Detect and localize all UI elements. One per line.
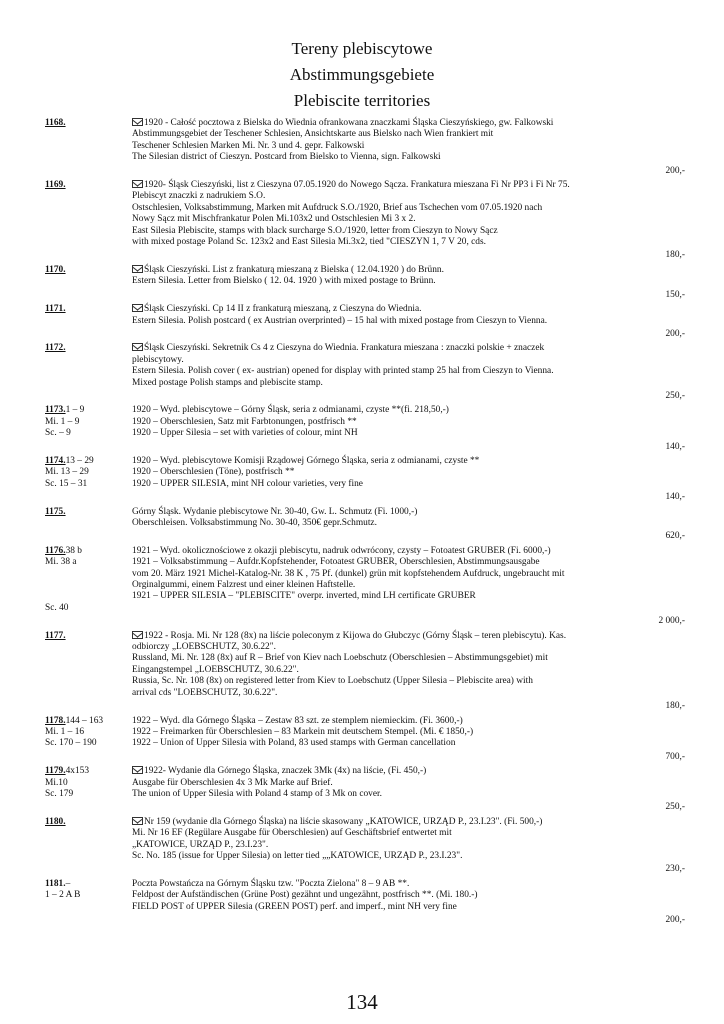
description-line: 1921 – Wyd. okolicznościowe z okazji plebiscytu, nadruk odwrócony, czysty – Fotoatest GRUBER (Fi. 6000,-) bbox=[132, 545, 551, 556]
lot-catalog-number: 38 b bbox=[65, 545, 82, 556]
lot-entry bbox=[45, 180, 685, 262]
lot-entry bbox=[45, 879, 685, 927]
lot-description bbox=[132, 507, 685, 530]
lot-catalog-ref: Sc. 15 – 31 bbox=[45, 478, 88, 489]
lot-price: 140,- bbox=[665, 492, 685, 503]
lot-description bbox=[132, 879, 685, 913]
lot-catalog-number: 4x153 bbox=[65, 766, 90, 777]
lot-catalog-refs bbox=[45, 631, 132, 699]
description-line: arrival cds "LOEBSCHUTZ, 30.6.22". bbox=[132, 687, 278, 698]
lot-description bbox=[132, 766, 685, 800]
lot-catalog-refs bbox=[45, 766, 132, 800]
title-english: Plebiscite territories bbox=[293, 91, 431, 110]
lot-catalog-ref bbox=[45, 569, 132, 580]
lot-number: 1178. bbox=[45, 715, 66, 726]
lot-price: 200,- bbox=[665, 328, 685, 339]
envelope-icon bbox=[132, 631, 143, 639]
lot-number: 1173. bbox=[45, 405, 66, 416]
description-line: Plebiscyt znaczki z nadrukiem S.O. bbox=[132, 191, 266, 202]
lot-number: 1174. bbox=[45, 455, 66, 466]
lot-entry bbox=[45, 405, 685, 453]
title-german: Abstimmungsgebiete bbox=[289, 65, 435, 84]
lot-list bbox=[45, 118, 685, 929]
lot-number: 1171. bbox=[45, 304, 66, 315]
lot-entry bbox=[45, 716, 685, 764]
lot-catalog-refs bbox=[45, 343, 132, 389]
lot-description bbox=[132, 817, 685, 863]
lot-description bbox=[132, 546, 685, 614]
description-line: Russland, Mi. Nr. 128 (8x) auf R – Brief von Kiev nach Loebschutz (Oberschlesien – Abstimmungsgebiet) mit bbox=[132, 653, 548, 664]
description-line: 1920 – Wyd. plebiscytowe – Górny Śląsk, seria z odmianami, czyste **(fi. 218,50,-) bbox=[132, 405, 449, 416]
description-line: 1920 – Oberschlesien, Satz mit Farbtonungen, postfrisch ** bbox=[132, 416, 357, 427]
description-line: 1922 – Union of Upper Silesia with Poland, 83 used stamps with German cancellation bbox=[132, 738, 456, 749]
lot-price: 200,- bbox=[665, 915, 685, 925]
description-line: Śląsk Cieszyński. Sekretnik Cs 4 z Cieszyna do Wiednia. Frankatura mieszana : znaczki polskie + znaczek bbox=[132, 343, 685, 354]
description-line: Eingangstempel „LOEBSCHUTZ, 30.6.22". bbox=[132, 664, 299, 675]
lot-entry bbox=[45, 265, 685, 301]
description-line: Estern Silesia. Polish cover ( ex- austrian) opened for display with printed stamp 25 hal from Cieszyn to Vienna. bbox=[132, 366, 554, 377]
lot-number: 1177. bbox=[45, 630, 66, 641]
description-line: East Silesia Plebiscite, stamps with black surcharge S.O./1920, letter from Cieszyn to Nowy Sącz bbox=[132, 225, 498, 236]
lot-description bbox=[132, 631, 685, 699]
lot-price: 250,- bbox=[665, 390, 685, 401]
description-line: with mixed postage Poland Sc. 123x2 and East Silesia Mi.3x2, tied "CIESZYN 1, 7 V 20, cds. bbox=[132, 237, 486, 248]
lot-catalog-ref: Mi.10 bbox=[45, 777, 68, 788]
description-line: Poczta Powstańcza na Górnym Śląsku tzw. "Poczta Zielona" 8 – 9 AB **. bbox=[132, 878, 410, 889]
description-line: Teschener Schlesien Marken Mi. Nr. 3 und 4. gepr. Falkowski bbox=[132, 140, 365, 151]
lot-price: 200,- bbox=[665, 165, 685, 176]
lot-description bbox=[132, 304, 685, 327]
lot-price: 230,- bbox=[665, 864, 685, 875]
description-line: Śląsk Cieszyński. List z frankaturą mieszaną z Bielska ( 12.04.1920 ) do Brünn. bbox=[132, 265, 685, 276]
description-line: 1922 - Rosja. Mi. Nr 128 (8x) na liście poleconym z Kijowa do Głubczyc (Górny Śląsk – teren plebiscytu). Kas. bbox=[132, 631, 685, 642]
lot-catalog-number: 13 – 29 bbox=[65, 455, 94, 466]
lot-entry bbox=[45, 343, 685, 402]
description-line: Ostschlesien, Volksabstimmung, Marken mit Aufdruck S.O./1920, Brief aus Tschechen vom 07.05.1920 nach bbox=[132, 202, 543, 213]
lot-catalog-refs bbox=[45, 118, 132, 164]
description-line: „KATOWICE, URZĄD P., 23.I.23". bbox=[132, 839, 269, 850]
lot-description bbox=[132, 405, 685, 439]
lot-catalog-ref: Sc. 40 bbox=[45, 602, 69, 613]
description-line: 1920 - Całość pocztowa z Bielska do Wiednia ofrankowana znaczkami Śląska Cieszyńskiego, gw. Falkowski bbox=[132, 118, 685, 129]
lot-catalog-ref: Mi. 1 – 16 bbox=[45, 726, 85, 737]
lot-price: 250,- bbox=[665, 802, 685, 813]
description-line: Feldpost der Aufständischen (Grüne Post) gezähnt und ungezähnt, postfrisch **. (Mi. 180.-) bbox=[132, 890, 478, 901]
envelope-icon bbox=[132, 343, 143, 351]
description-line: 1922 – Wyd. dla Górnego Śląska – Zestaw 83 szt. ze stemplem niemieckim. (Fi. 3600,-) bbox=[132, 715, 463, 726]
page-number: 134 bbox=[346, 990, 378, 1014]
lot-description bbox=[132, 343, 685, 389]
description-line: plebiscytowy. bbox=[132, 354, 184, 365]
description-line: FIELD POST of UPPER Silesia (GREEN POST) perf. and imperf., mint NH very fine bbox=[132, 901, 457, 912]
lot-price: 180,- bbox=[665, 701, 685, 712]
description-line: 1922- Wydanie dla Górnego Śląska, znaczek 3Mk (4x) na liście, (Fi. 450,-) bbox=[132, 766, 685, 777]
description-line: Mi. Nr 16 EF (Regülare Ausgabe für Oberschlesien) auf Geschäftsbrief entwertet mit bbox=[132, 828, 452, 839]
description-line: vom 20. März 1921 Michel-Katalog-Nr. 38 K , 75 Pf. (dunkel) grün mit kopfstehendem Aufdruck, ungebraucht mit bbox=[132, 568, 565, 579]
lot-entry bbox=[45, 817, 685, 876]
description-line: Śląsk Cieszyński. Cp 14 II z frankaturą mieszaną, z Cieszyna do Wiednia. bbox=[132, 304, 685, 315]
lot-number: 1172. bbox=[45, 343, 66, 354]
description-line: Nowy Sącz mit Mischfrankatur Polen Mi.103x2 und Ostschlesien Mi 3 x 2. bbox=[132, 214, 416, 225]
description-line: 1920 – UPPER SILESIA, mint NH colour varieties, very fine bbox=[132, 478, 363, 489]
lot-price: 180,- bbox=[665, 250, 685, 261]
lot-entry bbox=[45, 456, 685, 504]
envelope-icon bbox=[132, 118, 143, 126]
lot-entry bbox=[45, 118, 685, 177]
lot-entry bbox=[45, 304, 685, 340]
lot-entry bbox=[45, 546, 685, 628]
description-line: Estern Silesia. Polish postcard ( ex Austrian overprinted) – 15 hal with mixed postage from Cieszyn to Vienna. bbox=[132, 315, 548, 326]
description-line: The Silesian district of Cieszyn. Postcard from Bielsko to Vienna, sign. Falkowski bbox=[132, 152, 441, 163]
page-header bbox=[0, 36, 724, 114]
lot-price: 150,- bbox=[665, 289, 685, 300]
lot-number: 1181. bbox=[45, 878, 66, 889]
title-polish: Tereny plebiscytowe bbox=[291, 39, 433, 58]
lot-entry bbox=[45, 507, 685, 543]
description-line: Oberschleisen. Volksabstimmung No. 30-40, 350€ gepr.Schmutz. bbox=[132, 518, 377, 528]
lot-description bbox=[132, 118, 685, 164]
lot-catalog-number: – bbox=[65, 878, 71, 889]
lot-catalog-refs bbox=[45, 405, 132, 439]
lot-entry bbox=[45, 631, 685, 713]
lot-catalog-number: 1 – 9 bbox=[65, 405, 85, 416]
lot-catalog-ref: Mi. 38 a bbox=[45, 557, 77, 568]
envelope-icon bbox=[132, 817, 143, 825]
description-line: Nr 159 (wydanie dla Górnego Śląska) na liście skasowany „KATOWICE, URZĄD P., 23.I.23". (Fi. 500,-) bbox=[132, 817, 685, 828]
description-line: Orginalgummi, einem Falzrest und einer kleinen Haftstelle. bbox=[132, 580, 356, 591]
lot-price: 140,- bbox=[665, 441, 685, 452]
lot-number: 1169. bbox=[45, 180, 66, 191]
lot-catalog-refs bbox=[45, 879, 132, 913]
description-line: 1920 – Wyd. plebiscytowe Komisji Rządowej Górnego Śląska, seria z odmianami, czyste ** bbox=[132, 455, 480, 466]
lot-catalog-ref: Mi. 1 – 9 bbox=[45, 416, 80, 427]
description-line: Górny Śląsk. Wydanie plebiscytowe Nr. 30-40, Gw. L. Schmutz (Fi. 1000,-) bbox=[132, 506, 418, 517]
lot-catalog-ref: Sc. 170 – 190 bbox=[45, 738, 97, 749]
description-line: odbiorczy „LOEBSCHUTZ, 30.6.22". bbox=[132, 642, 276, 653]
lot-catalog-number: 144 – 163 bbox=[65, 715, 104, 726]
lot-price: 700,- bbox=[665, 751, 685, 762]
description-line: Estern Silesia. Letter from Bielsko ( 12. 04. 1920 ) with mixed postage to Brünn. bbox=[132, 276, 436, 287]
envelope-icon bbox=[132, 180, 143, 188]
description-line: 1920 – Oberschlesien (Töne), postfrisch ** bbox=[132, 467, 295, 478]
lot-catalog-refs bbox=[45, 507, 132, 530]
lot-number: 1175. bbox=[45, 506, 66, 517]
lot-catalog-ref bbox=[45, 591, 132, 602]
lot-catalog-ref: Sc. – 9 bbox=[45, 428, 71, 439]
lot-description bbox=[132, 180, 685, 248]
lot-catalog-ref: 1 – 2 A B bbox=[45, 890, 81, 901]
lot-number: 1179. bbox=[45, 766, 66, 777]
envelope-icon bbox=[132, 766, 143, 774]
lot-number: 1176. bbox=[45, 545, 66, 556]
lot-price: 2 000,- bbox=[658, 616, 685, 627]
lot-description bbox=[132, 716, 685, 750]
lot-catalog-ref: Mi. 13 – 29 bbox=[45, 467, 89, 478]
description-line: Abstimmungsgebiet der Teschener Schlesien, Ansichtskarte aus Bielsko nach Wien frankiert mit bbox=[132, 129, 494, 140]
description-line: 1921 – Volksabstimmung – Aufdr.Kopfstehender, Fotoatest GRUBER, Oberschlesien, Abstimmungsausgabe bbox=[132, 557, 540, 568]
lot-catalog-refs bbox=[45, 817, 132, 863]
lot-number: 1180. bbox=[45, 816, 66, 827]
lot-catalog-ref bbox=[45, 580, 132, 591]
description-line: Ausgabe für Oberschlesien 4x 3 Mk Marke auf Brief. bbox=[132, 777, 333, 788]
envelope-icon bbox=[132, 265, 143, 273]
lot-catalog-refs bbox=[45, 716, 132, 750]
lot-catalog-refs bbox=[45, 304, 132, 327]
description-line: 1920 – Upper Silesia – set with varieties of colour, mint NH bbox=[132, 428, 358, 439]
lot-number: 1168. bbox=[45, 118, 66, 128]
lot-catalog-refs bbox=[45, 265, 132, 288]
description-line: 1920- Śląsk Cieszyński, list z Cieszyna 07.05.1920 do Nowego Sącza. Frankatura mieszana Fi Nr PP3 i Fi Nr 75. bbox=[132, 180, 685, 191]
description-line: 1921 – UPPER SILESIA – "PLEBISCITE" overpr. inverted, mind LH certificate GRUBER bbox=[132, 591, 476, 602]
description-line: Russia, Sc. Nr. 108 (8x) on registered letter from Kiev to Loebschutz (Upper Silesia – Plebiscite area) with bbox=[132, 676, 533, 687]
description-line: 1922 – Freimarken für Oberschlesien – 83 Markein mit deutschem Stempel. (Mi. € 1850,-) bbox=[132, 726, 474, 737]
lot-description bbox=[132, 265, 685, 288]
description-line: Sc. No. 185 (issue for Upper Silesia) on letter tied „„KATOWICE, URZĄD P., 23.I.23". bbox=[132, 850, 463, 861]
lot-entry bbox=[45, 766, 685, 814]
envelope-icon bbox=[132, 304, 143, 312]
lot-description bbox=[132, 456, 685, 490]
lot-number: 1170. bbox=[45, 264, 66, 275]
description-line: Mixed postage Polish stamps and plebiscite stamp. bbox=[132, 377, 323, 388]
lot-catalog-ref: Sc. 179 bbox=[45, 788, 74, 799]
lot-catalog-refs bbox=[45, 180, 132, 248]
lot-catalog-refs bbox=[45, 456, 132, 490]
lot-price: 620,- bbox=[665, 531, 685, 542]
lot-catalog-refs bbox=[45, 546, 132, 614]
description-line: The union of Upper Silesia with Poland 4 stamp of 3 Mk on cover. bbox=[132, 788, 382, 799]
